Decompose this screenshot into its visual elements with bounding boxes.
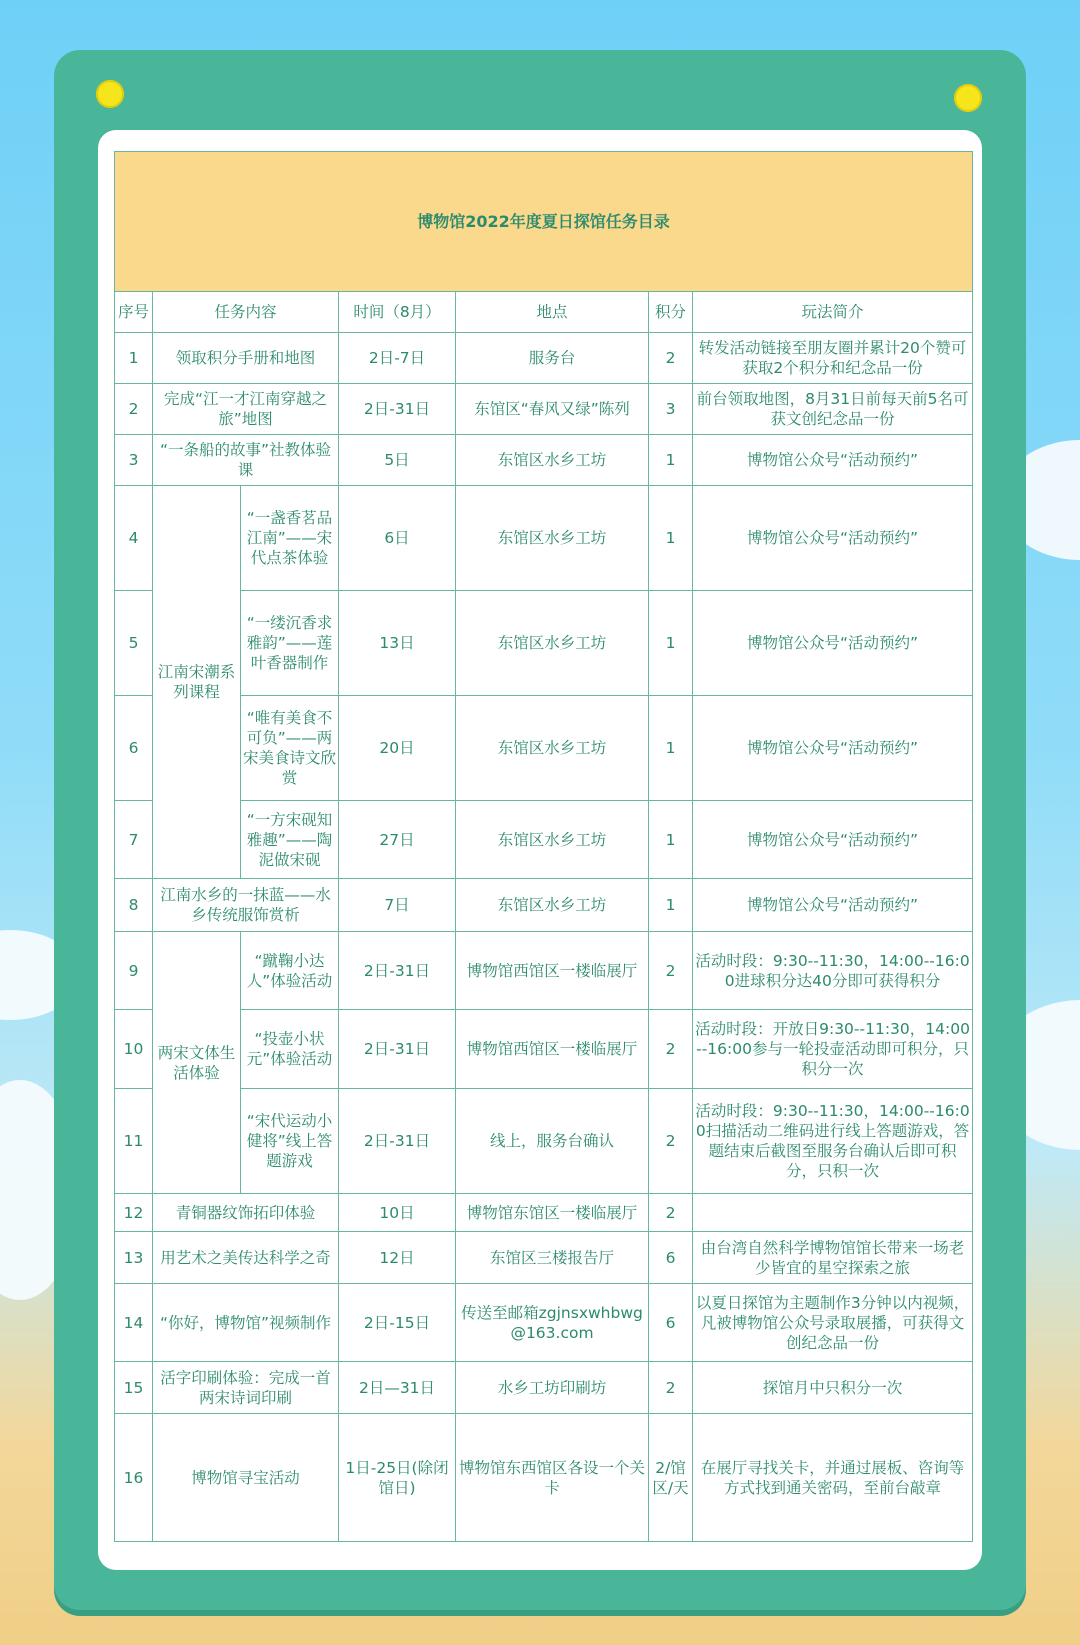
cell-task: 完成“江一才江南穿越之旅”地图 bbox=[153, 384, 339, 435]
cell-task: “一盏香茗品江南”——宋代点茶体验 bbox=[241, 486, 339, 591]
cell-no: 8 bbox=[115, 879, 153, 932]
cell-place: 博物馆西馆区一楼临展厅 bbox=[456, 1010, 649, 1089]
cell-time: 7日 bbox=[339, 879, 456, 932]
table-row bbox=[115, 932, 973, 1010]
group-cell-jiangnan: 江南宋潮系列课程 bbox=[153, 486, 241, 879]
cell-task: “唯有美食不可负”——两宋美食诗文欣赏 bbox=[241, 696, 339, 801]
cell-desc: 博物馆公众号“活动预约” bbox=[693, 591, 973, 696]
table-row bbox=[115, 1362, 973, 1414]
table-row bbox=[115, 1194, 973, 1232]
cell-place: 东馆区水乡工坊 bbox=[456, 591, 649, 696]
cell-time: 2日-31日 bbox=[339, 932, 456, 1010]
cell-no: 11 bbox=[115, 1089, 153, 1194]
table-row bbox=[115, 879, 973, 932]
cell-no: 13 bbox=[115, 1232, 153, 1284]
cell-desc: 转发活动链接至朋友圈并累计20个赞可获取2个积分和纪念品一份 bbox=[693, 333, 973, 384]
cell-task: “投壶小状元”体验活动 bbox=[241, 1010, 339, 1089]
cell-points: 3 bbox=[649, 384, 693, 435]
cell-place: 博物馆东馆区一楼临展厅 bbox=[456, 1194, 649, 1232]
cell-no: 7 bbox=[115, 801, 153, 879]
cell-place: 水乡工坊印刷坊 bbox=[456, 1362, 649, 1414]
table-row bbox=[115, 696, 973, 801]
right-pin-icon bbox=[954, 84, 982, 112]
cell-place: 博物馆西馆区一楼临展厅 bbox=[456, 932, 649, 1010]
cell-no: 12 bbox=[115, 1194, 153, 1232]
cell-points: 2 bbox=[649, 1194, 693, 1232]
cell-task: 江南水乡的一抹蓝——水乡传统服饰赏析 bbox=[153, 879, 339, 932]
header-time: 时间（8月） bbox=[339, 292, 456, 333]
cell-no: 16 bbox=[115, 1414, 153, 1542]
cell-desc: 以夏日探馆为主题制作3分钟以内视频，凡被博物馆公众号录取展播，可获得文创纪念品一份 bbox=[693, 1284, 973, 1362]
cell-task: “宋代运动小健将”线上答题游戏 bbox=[241, 1089, 339, 1194]
cell-time: 2日-31日 bbox=[339, 384, 456, 435]
cell-task: 青铜器纹饰拓印体验 bbox=[153, 1194, 339, 1232]
cell-desc: 博物馆公众号“活动预约” bbox=[693, 801, 973, 879]
cell-task: “一缕沉香求雅韵”——莲叶香器制作 bbox=[241, 591, 339, 696]
cell-place: 东馆区水乡工坊 bbox=[456, 435, 649, 486]
cell-points: 2 bbox=[649, 1010, 693, 1089]
cell-desc: 活动时段：9:30--11:30，14:00--16:00扫描活动二维码进行线上答题游戏，答题结束后截图至服务台确认后即可积分，只积一次 bbox=[693, 1089, 973, 1194]
cell-place: 线上，服务台确认 bbox=[456, 1089, 649, 1194]
cell-points: 2 bbox=[649, 333, 693, 384]
cell-place: 东馆区水乡工坊 bbox=[456, 879, 649, 932]
table-row bbox=[115, 801, 973, 879]
cell-desc bbox=[693, 1194, 973, 1232]
cell-place: 传送至邮箱zgjnsxwhbwg@163.com bbox=[456, 1284, 649, 1362]
cell-time: 13日 bbox=[339, 591, 456, 696]
table-row bbox=[115, 1010, 973, 1089]
cell-place: 东馆区水乡工坊 bbox=[456, 801, 649, 879]
header-task: 任务内容 bbox=[153, 292, 339, 333]
table-row bbox=[115, 486, 973, 591]
cell-no: 15 bbox=[115, 1362, 153, 1414]
cell-time: 2日—31日 bbox=[339, 1362, 456, 1414]
cell-time: 2日-31日 bbox=[339, 1089, 456, 1194]
cell-points: 1 bbox=[649, 435, 693, 486]
cell-desc: 前台领取地图，8月31日前每天前5名可获文创纪念品一份 bbox=[693, 384, 973, 435]
cell-points: 6 bbox=[649, 1232, 693, 1284]
cell-no: 2 bbox=[115, 384, 153, 435]
table-title: 博物馆2022年度夏日探馆任务目录 bbox=[115, 152, 973, 292]
cell-no: 9 bbox=[115, 932, 153, 1010]
cell-points: 1 bbox=[649, 879, 693, 932]
cell-place: 东馆区三楼报告厅 bbox=[456, 1232, 649, 1284]
cell-time: 5日 bbox=[339, 435, 456, 486]
cell-task: “你好，博物馆”视频制作 bbox=[153, 1284, 339, 1362]
header-place: 地点 bbox=[456, 292, 649, 333]
group-cell-liangsong: 两宋文体生活体验 bbox=[153, 932, 241, 1194]
cell-desc: 活动时段：9:30--11:30，14:00--16:00进球积分达40分即可获得积分 bbox=[693, 932, 973, 1010]
task-table bbox=[114, 151, 973, 1542]
cell-place: 东馆区水乡工坊 bbox=[456, 486, 649, 591]
cell-desc: 博物馆公众号“活动预约” bbox=[693, 486, 973, 591]
header-points: 积分 bbox=[649, 292, 693, 333]
cell-points: 2 bbox=[649, 932, 693, 1010]
cell-no: 3 bbox=[115, 435, 153, 486]
table-row bbox=[115, 384, 973, 435]
cell-points: 1 bbox=[649, 696, 693, 801]
table-row bbox=[115, 1414, 973, 1542]
cell-points: 1 bbox=[649, 486, 693, 591]
cell-points: 1 bbox=[649, 591, 693, 696]
header-no: 序号 bbox=[115, 292, 153, 333]
left-pin-icon bbox=[96, 80, 124, 108]
cell-task: 用艺术之美传达科学之奇 bbox=[153, 1232, 339, 1284]
cell-no: 14 bbox=[115, 1284, 153, 1362]
cell-no: 6 bbox=[115, 696, 153, 801]
cell-task: “一条船的故事”社教体验课 bbox=[153, 435, 339, 486]
cell-desc: 由台湾自然科学博物馆馆长带来一场老少皆宜的星空探索之旅 bbox=[693, 1232, 973, 1284]
cell-place: 东馆区“春风又绿”陈列 bbox=[456, 384, 649, 435]
table-row bbox=[115, 435, 973, 486]
cell-time: 20日 bbox=[339, 696, 456, 801]
cell-points: 1 bbox=[649, 801, 693, 879]
cell-task: “蹴鞠小达人”体验活动 bbox=[241, 932, 339, 1010]
cell-task: 博物馆寻宝活动 bbox=[153, 1414, 339, 1542]
cell-time: 2日-31日 bbox=[339, 1010, 456, 1089]
header-desc: 玩法简介 bbox=[693, 292, 973, 333]
table-row bbox=[115, 1232, 973, 1284]
cell-time: 2日-15日 bbox=[339, 1284, 456, 1362]
cell-desc: 博物馆公众号“活动预约” bbox=[693, 879, 973, 932]
cell-task: “一方宋砚知雅趣”——陶泥做宋砚 bbox=[241, 801, 339, 879]
cell-desc: 在展厅寻找关卡，并通过展板、咨询等方式找到通关密码，至前台敲章 bbox=[693, 1414, 973, 1542]
cell-task: 活字印刷体验：完成一首两宋诗词印刷 bbox=[153, 1362, 339, 1414]
cell-desc: 博物馆公众号“活动预约” bbox=[693, 696, 973, 801]
table-row bbox=[115, 1284, 973, 1362]
cell-time: 27日 bbox=[339, 801, 456, 879]
cell-time: 2日-7日 bbox=[339, 333, 456, 384]
cell-place: 东馆区水乡工坊 bbox=[456, 696, 649, 801]
cell-points: 2 bbox=[649, 1089, 693, 1194]
cell-time: 12日 bbox=[339, 1232, 456, 1284]
table-row bbox=[115, 333, 973, 384]
cell-no: 5 bbox=[115, 591, 153, 696]
cell-time: 10日 bbox=[339, 1194, 456, 1232]
cell-points: 2 bbox=[649, 1362, 693, 1414]
cell-desc: 探馆月中只积分一次 bbox=[693, 1362, 973, 1414]
cell-place: 博物馆东西馆区各设一个关卡 bbox=[456, 1414, 649, 1542]
table-row bbox=[115, 591, 973, 696]
cell-no: 4 bbox=[115, 486, 153, 591]
cell-time: 6日 bbox=[339, 486, 456, 591]
table-row bbox=[115, 1089, 973, 1194]
cell-desc: 活动时段：开放日9:30--11:30，14:00--16:00参与一轮投壶活动即可积分，只积分一次 bbox=[693, 1010, 973, 1089]
cell-place: 服务台 bbox=[456, 333, 649, 384]
header-row bbox=[115, 292, 973, 333]
cell-no: 1 bbox=[115, 333, 153, 384]
cell-points: 6 bbox=[649, 1284, 693, 1362]
cell-task: 领取积分手册和地图 bbox=[153, 333, 339, 384]
cell-points: 2/馆区/天 bbox=[649, 1414, 693, 1542]
cell-time: 1日-25日(除闭馆日) bbox=[339, 1414, 456, 1542]
cell-no: 10 bbox=[115, 1010, 153, 1089]
cell-desc: 博物馆公众号“活动预约” bbox=[693, 435, 973, 486]
